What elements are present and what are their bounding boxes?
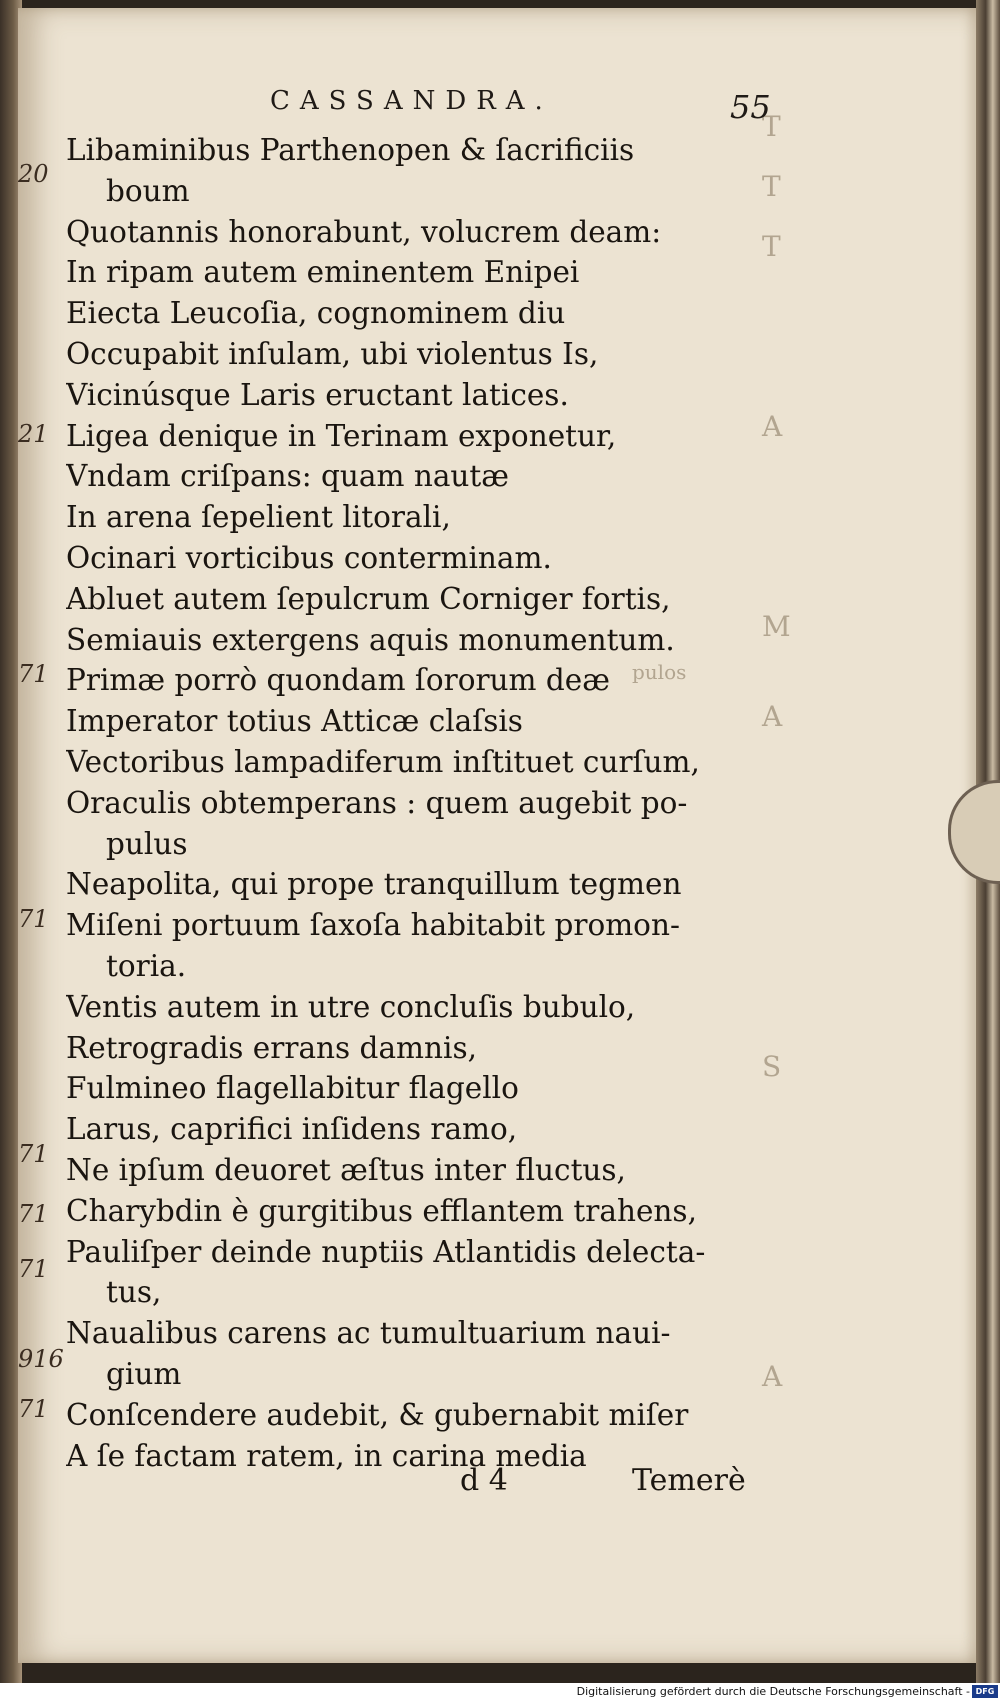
verse-line: Fulmineo flagellabitur flagello — [66, 1071, 519, 1106]
showthrough-glyph: A — [762, 410, 783, 443]
verse-line: Quotannis honorabunt, volucrem deam: — [66, 214, 662, 249]
margin-note: 21 — [18, 420, 49, 448]
verse-line: Ligea denique in Terinam exponetur, — [66, 418, 617, 453]
verse-line: pulus — [106, 826, 188, 861]
verse-line: gium — [106, 1356, 182, 1391]
margin-note: 71 — [18, 1395, 49, 1423]
verse-line: Vicinúsque Laris eructant latices. — [66, 377, 569, 412]
margin-note: 916 — [18, 1345, 64, 1373]
signature-mark: d 4 — [460, 1463, 508, 1498]
margin-note: 20 — [18, 160, 49, 188]
verse-block — [66, 130, 756, 1476]
verse-line: Ne ipſum deuoret æſtus inter fluctus, — [66, 1152, 626, 1187]
verse-line: Semiauis extergens aquis monumentum. — [66, 622, 675, 657]
verse-line: Conſcendere audebit, & gubernabit miſer — [66, 1397, 689, 1432]
showthrough-glyph: T — [762, 230, 781, 263]
verse-line: Eiecta Leucoſia, cognominem diu — [66, 296, 566, 331]
dfg-logo-icon: DFG — [972, 1685, 998, 1698]
verse-line: Pauliſper deinde nuptiis Atlantidis delecta- — [66, 1234, 706, 1269]
verse-line: toria. — [106, 948, 187, 983]
margin-note: 71 — [18, 1140, 49, 1168]
left-margin-notes — [18, 0, 63, 1660]
verse-line: tus, — [106, 1275, 162, 1310]
verse-line: Neapolita, qui prope tranquillum tegmen — [66, 867, 682, 902]
verse-line: Ocinari vorticibus conterminam. — [66, 540, 552, 575]
showthrough-glyph: pulos — [632, 660, 687, 684]
verse-line: boum — [106, 173, 190, 208]
showthrough-glyph: S — [762, 1050, 782, 1083]
showthrough-glyph: T — [762, 110, 781, 143]
verse-line: Larus, caprifici inſidens ramo, — [66, 1112, 518, 1147]
verse-line: Retrogradis errans damnis, — [66, 1030, 477, 1065]
verse-line: Occupabit inſulam, ubi violentus Is, — [66, 336, 599, 371]
running-title: CASSANDRA. — [270, 86, 553, 116]
verse-line: Libaminibus Parthenopen & ſacrificiis — [66, 133, 635, 167]
verse-line: Abluet autem ſepulcrum Corniger fortis, — [66, 581, 671, 616]
verse-line: Charybdin è gurgitibus efflantem trahens, — [66, 1193, 697, 1228]
catchword: Temerè — [632, 1463, 746, 1498]
showthrough-glyph: A — [762, 700, 783, 733]
showthrough-glyph: A — [762, 1360, 783, 1393]
verse-line: Miſeni portuum ſaxoſa habitabit promon- — [66, 908, 680, 943]
margin-note: 71 — [18, 1200, 49, 1228]
verse-line: Naualibus carens ac tumultuarium naui- — [66, 1316, 671, 1351]
verse-line: Vectoribus lampadiferum inſtituet curſum, — [66, 744, 700, 779]
margin-note: 71 — [18, 905, 49, 933]
verse-line: Ventis autem in utre concluſis bubulo, — [66, 989, 636, 1024]
verse-line: A ſe factam ratem, in carina media — [66, 1438, 587, 1473]
digitization-credit-bar — [0, 1683, 1000, 1700]
verse-line: Imperator totius Atticæ claſsis — [66, 704, 523, 739]
showthrough-glyph: T — [762, 170, 781, 203]
page-number: 55 — [730, 88, 771, 126]
margin-note: 71 — [18, 660, 49, 688]
credit-text: Digitalisierung gefördert durch die Deutsche Forschungsgemeinschaft - — [576, 1685, 970, 1698]
verse-line: Primæ porrò quondam ſororum deæ — [66, 663, 610, 698]
verse-line: Vndam criſpans: quam nautæ — [66, 459, 510, 494]
verse-line: In arena ſepelient litorali, — [66, 500, 451, 535]
showthrough-glyph: M — [762, 610, 791, 643]
verse-line: In ripam autem eminentem Enipei — [66, 255, 580, 290]
verse-line: Oraculis obtemperans : quem augebit po- — [66, 785, 688, 820]
margin-note: 71 — [18, 1255, 49, 1283]
